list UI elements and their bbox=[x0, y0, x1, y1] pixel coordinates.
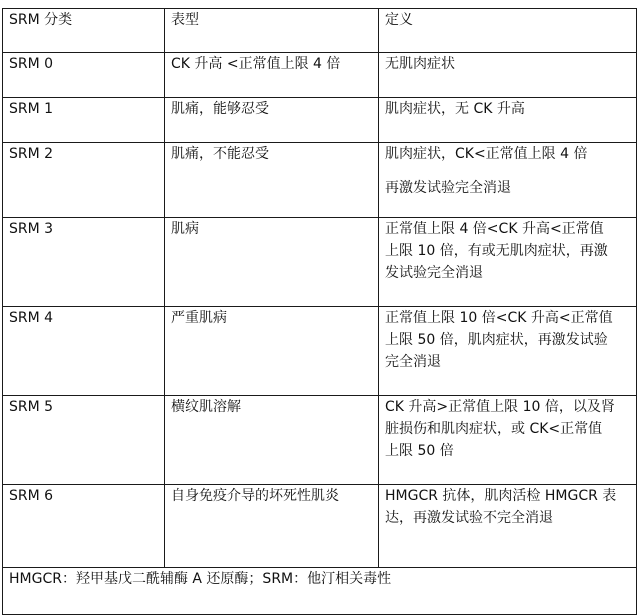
definition-line: 达，再激发试验不完全消退 bbox=[385, 510, 553, 526]
header-srm-class: SRM 分类 bbox=[3, 9, 165, 53]
table-footnote-row bbox=[3, 568, 637, 615]
definition-line: 正常值上限 4 倍<CK 升高<正常值 bbox=[385, 221, 604, 237]
definition-line: 肌肉症状，CK<正常值上限 4 倍 bbox=[385, 146, 588, 162]
definition-cell bbox=[379, 98, 637, 143]
definition-cell bbox=[379, 53, 637, 98]
line-spacer bbox=[385, 165, 630, 177]
grade-cell: SRM 5 bbox=[3, 396, 165, 485]
phenotype-cell: 自身免疫介导的坏死性肌炎 bbox=[165, 485, 379, 568]
definition-line: 肌肉症状，无 CK 升高 bbox=[385, 101, 525, 117]
table-row bbox=[3, 307, 637, 396]
definition-cell bbox=[379, 307, 637, 396]
phenotype-cell: 横纹肌溶解 bbox=[165, 396, 379, 485]
definition-line: 无肌肉症状 bbox=[385, 56, 455, 72]
definition-line: 发试验完全消退 bbox=[385, 265, 483, 281]
grade-cell: SRM 2 bbox=[3, 143, 165, 218]
definition-line: 脏损伤和肌肉症状，或 CK<正常值 bbox=[385, 421, 603, 437]
grade-cell: SRM 1 bbox=[3, 98, 165, 143]
srm-classification-table bbox=[2, 8, 637, 615]
footnote: HMGCR：羟甲基戊二酰辅酶 A 还原酶；SRM：他汀相关毒性 bbox=[3, 568, 637, 615]
definition-line: CK 升高>正常值上限 10 倍，以及肾 bbox=[385, 399, 615, 415]
definition-line: 上限 50 倍，肌肉症状，再激发试验 bbox=[385, 332, 608, 348]
grade-cell: SRM 0 bbox=[3, 53, 165, 98]
definition-line: 上限 50 倍 bbox=[385, 443, 454, 459]
header-phenotype: 表型 bbox=[165, 9, 379, 53]
phenotype-cell: 肌痛，能够忍受 bbox=[165, 98, 379, 143]
definition-cell bbox=[379, 485, 637, 568]
table-row bbox=[3, 396, 637, 485]
header-definition: 定义 bbox=[379, 9, 637, 53]
table-row bbox=[3, 98, 637, 143]
definition-line: 上限 10 倍，有或无肌肉症状，再激 bbox=[385, 243, 608, 259]
phenotype-cell: 肌痛，不能忍受 bbox=[165, 143, 379, 218]
phenotype-cell: 肌病 bbox=[165, 218, 379, 307]
phenotype-cell: 严重肌病 bbox=[165, 307, 379, 396]
table-header-row bbox=[3, 9, 637, 53]
grade-cell: SRM 3 bbox=[3, 218, 165, 307]
phenotype-cell: CK 升高 <正常值上限 4 倍 bbox=[165, 53, 379, 98]
definition-line: 完全消退 bbox=[385, 354, 441, 370]
definition-cell bbox=[379, 143, 637, 218]
grade-cell: SRM 6 bbox=[3, 485, 165, 568]
table-row bbox=[3, 53, 637, 98]
table-row bbox=[3, 143, 637, 218]
definition-line: 再激发试验完全消退 bbox=[385, 180, 511, 196]
definition-line: 正常值上限 10 倍<CK 升高<正常值 bbox=[385, 310, 613, 326]
grade-cell: SRM 4 bbox=[3, 307, 165, 396]
definition-cell bbox=[379, 218, 637, 307]
definition-line: HMGCR 抗体，肌肉活检 HMGCR 表 bbox=[385, 488, 617, 504]
definition-cell bbox=[379, 396, 637, 485]
table-row bbox=[3, 218, 637, 307]
table-row bbox=[3, 485, 637, 568]
